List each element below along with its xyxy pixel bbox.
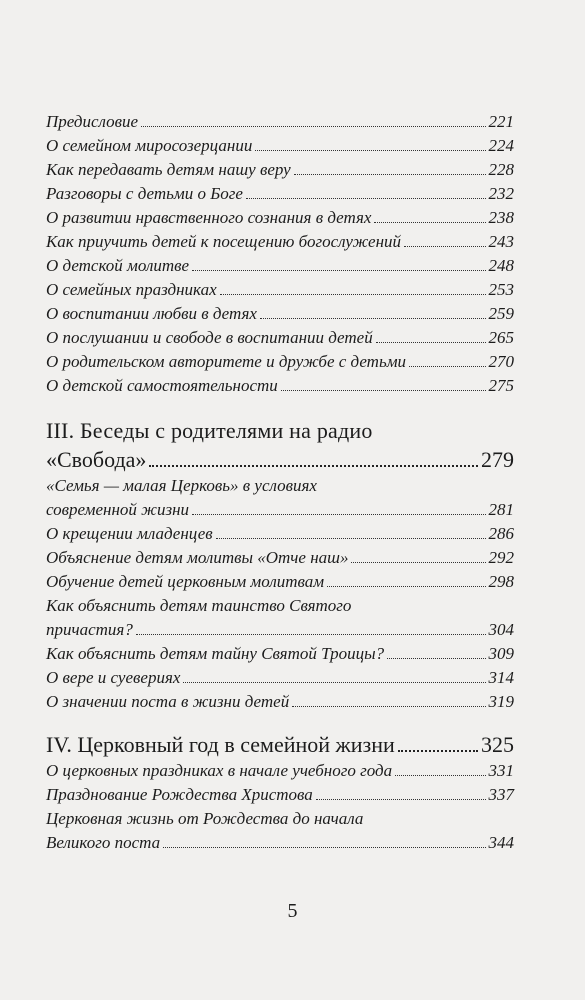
toc-section-3 <box>46 416 514 714</box>
toc-entry-page: 232 <box>488 184 514 203</box>
toc-list-top <box>46 110 514 398</box>
section-heading <box>46 445 514 474</box>
toc-entry-page: 253 <box>488 280 514 299</box>
dot-leader <box>163 847 485 848</box>
toc-entry-page: 286 <box>488 524 514 543</box>
toc-entry-title: О послушании и свободе в воспитании детей <box>46 328 373 347</box>
dot-leader <box>398 750 478 752</box>
toc-entry-page: 224 <box>488 136 514 155</box>
toc-entry-title: Как объяснить детям тайну Святой Троицы? <box>46 644 385 663</box>
toc-entry-page: 319 <box>488 692 514 711</box>
toc-entry-title: причастия? <box>46 620 133 639</box>
toc-entry-title: О детской молитве <box>46 256 190 275</box>
dot-leader <box>255 150 485 151</box>
dot-leader <box>374 222 485 223</box>
dot-leader <box>395 775 485 776</box>
toc-section-4 <box>46 730 514 855</box>
toc-entry-title: О детской самостоятельности <box>46 376 278 395</box>
toc-entry <box>46 302 514 326</box>
toc-entry-page: 270 <box>488 352 514 371</box>
dot-leader <box>216 538 486 539</box>
toc-entry-page: 281 <box>488 500 514 519</box>
toc-entry-page: 314 <box>488 668 514 687</box>
toc-entry-title: О развитии нравственного сознания в детях <box>46 208 372 227</box>
dot-leader <box>316 799 486 800</box>
section-heading-page: 325 <box>481 732 514 757</box>
section-heading-title: «Свобода» <box>46 447 147 472</box>
page-number: 5 <box>287 900 298 922</box>
toc-entry-page: 298 <box>488 572 514 591</box>
toc-entry-title: О вере и суевериях <box>46 668 181 687</box>
toc-entry-title: Предисловие <box>46 112 139 131</box>
toc-entry <box>46 206 514 230</box>
dot-leader <box>260 318 486 319</box>
dot-leader <box>409 366 485 367</box>
toc-entry-page: 344 <box>488 833 514 852</box>
toc-entry-title: О семейном миросозерцании <box>46 136 253 155</box>
dot-leader <box>327 586 485 587</box>
dot-leader <box>192 270 485 271</box>
toc-entry-page: 331 <box>488 761 514 780</box>
toc-entry <box>46 134 514 158</box>
toc-entry <box>46 110 514 134</box>
toc-entry-title: О значении поста в жизни детей <box>46 692 290 711</box>
toc-entry <box>46 522 514 546</box>
toc-entry-title: О семейных праздниках <box>46 280 217 299</box>
dot-leader <box>136 634 486 635</box>
dot-leader <box>294 174 486 175</box>
toc-entry-page: 238 <box>488 208 514 227</box>
toc-entry <box>46 350 514 374</box>
toc-entry <box>46 546 514 570</box>
toc-entry <box>46 374 514 398</box>
toc-entry <box>46 254 514 278</box>
dot-leader <box>404 246 485 247</box>
section-heading-page: 279 <box>481 447 514 472</box>
toc-entry-title: Как приучить детей к посещению богослужений <box>46 232 402 251</box>
dot-leader <box>192 514 485 515</box>
toc-entry-title: О родительском авторитете и дружбе с детьми <box>46 352 407 371</box>
toc-entry <box>46 230 514 254</box>
toc-entry-line: Церковная жизнь от Рождества до начала <box>46 809 364 828</box>
toc-entry <box>46 326 514 350</box>
toc-entry <box>46 831 514 855</box>
dot-leader <box>246 198 486 199</box>
toc-entry-title: О крещении младенцев <box>46 524 213 543</box>
toc-entry-page: 248 <box>488 256 514 275</box>
dot-leader <box>376 342 486 343</box>
section-heading-title: IV. Церковный год в семейной жизни <box>46 732 395 757</box>
toc-entry <box>46 278 514 302</box>
toc-entry-page: 265 <box>488 328 514 347</box>
toc-entry <box>46 498 514 522</box>
toc-entry <box>46 570 514 594</box>
toc-entry <box>46 759 514 783</box>
toc-entry-title: Празднование Рождества Христова <box>46 785 313 804</box>
dot-leader <box>183 682 485 683</box>
dot-leader <box>281 390 486 391</box>
toc-entry-page: 292 <box>488 548 514 567</box>
toc-entry <box>46 618 514 642</box>
toc-entry-title: Объяснение детям молитвы «Отче наш» <box>46 548 349 567</box>
section-heading <box>46 730 514 759</box>
toc-entry-title: Как передавать детям нашу веру <box>46 160 291 179</box>
dot-leader <box>141 126 485 127</box>
table-of-contents <box>46 110 514 855</box>
toc-entry-title: Разговоры с детьми о Боге <box>46 184 243 203</box>
toc-entry-page: 275 <box>488 376 514 395</box>
dot-leader <box>351 562 485 563</box>
toc-entry <box>46 182 514 206</box>
toc-entry <box>46 783 514 807</box>
toc-entry <box>46 666 514 690</box>
toc-entry-title: Великого поста <box>46 833 161 852</box>
toc-entry-page: 228 <box>488 160 514 179</box>
toc-entry <box>46 642 514 666</box>
dot-leader <box>220 294 486 295</box>
toc-entry-title: О воспитании любви в детях <box>46 304 257 323</box>
toc-entry-page: 337 <box>488 785 514 804</box>
dot-leader <box>149 465 478 467</box>
toc-entry-page: 309 <box>488 644 514 663</box>
toc-entry-title: современной жизни <box>46 500 190 519</box>
toc-entry <box>46 158 514 182</box>
section-heading-line: III. Беседы с родителями на радио <box>46 418 373 443</box>
dot-leader <box>387 658 485 659</box>
toc-entry-page: 243 <box>488 232 514 251</box>
toc-entry-title: Обучение детей церковным молитвам <box>46 572 325 591</box>
toc-entry-page: 304 <box>488 620 514 639</box>
toc-entry <box>46 690 514 714</box>
toc-entry-page: 221 <box>488 112 514 131</box>
toc-entry-title: О церковных праздниках в начале учебного года <box>46 761 393 780</box>
toc-entry-page: 259 <box>488 304 514 323</box>
toc-entry-line: «Семья — малая Церковь» в условиях <box>46 476 317 495</box>
toc-entry-line: Как объяснить детям таинство Святого <box>46 596 352 615</box>
dot-leader <box>292 706 485 707</box>
